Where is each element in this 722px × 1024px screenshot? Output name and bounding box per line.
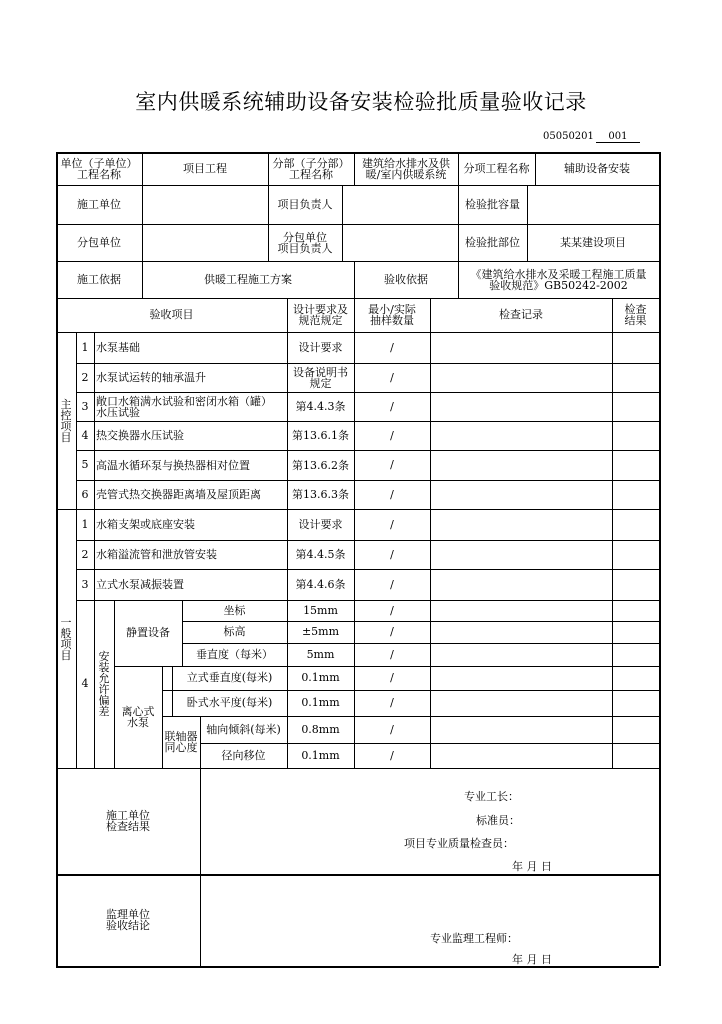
grid-vline [612,298,613,768]
coupling-concentricity-label: 联轴器 同心度 [164,730,198,754]
unit-name-value: 项目工程 [183,161,227,175]
col-record-header: 检查记录 [499,308,543,321]
main-item-requirement: 设备说明书 规定 [293,365,348,390]
standard-officer-label: 标准员： [476,814,520,827]
general-item-requirement: 第4.4.6条 [295,577,346,591]
grid-hline [56,966,659,968]
col-item-header: 验收项目 [149,308,194,321]
subitem-name-label: 分项工程名称 [463,161,530,175]
deviation-item-requirement: ±5mm [301,625,340,638]
supervision-engineer-label: 专业监理工程师： [430,932,518,945]
main-item-requirement: 第4.4.3条 [295,400,346,413]
deviation-item-sample: / [390,647,394,661]
supervision-date: 年 月 日 [512,953,552,966]
contractor-value [142,185,268,224]
construction-basis-value: 供暖工程施工方案 [204,272,292,286]
contractor-label: 施工单位 [77,197,121,211]
deviation-item-requirement: 5mm [306,647,335,661]
main-item-no: 1 [81,340,89,354]
deviation-item-name: 垂直度（每米） [196,647,273,661]
deviation-item-sample: / [390,748,394,762]
general-item-no: 3 [81,577,89,591]
division-name-value: 建筑给水排水及供 暖/室内供暖系统 [362,156,450,181]
general-item-name: 水箱溢流管和泄放管安装 [96,547,217,561]
main-item-name: 水泵基础 [96,341,140,354]
general-item-no: 2 [81,547,89,561]
code-prefix: 05050201 [543,131,594,142]
grid-vline [659,152,661,966]
general-item-sample: / [390,517,394,531]
deviation-item-name: 立式垂直度(每米) [186,671,273,684]
batch-capacity-value [527,185,659,224]
main-item-sample: / [390,370,394,384]
main-item-name: 热交换器水压试验 [96,429,184,442]
foreman-label: 专业工长： [464,790,519,803]
main-item-name: 敞口水箱满水试验和密闭水箱（罐） 水压试验 [96,394,272,419]
main-item-name: 水泵试运转的轴承温升 [96,371,206,384]
main-item-name: 壳管式热交换器距离墙及屋顶距离 [96,488,261,501]
centrifugal-pump-label: 离心式 水泵 [121,705,155,729]
unit-name-label: 单位（子单位） 工程名称 [60,156,138,181]
document-code [543,131,640,143]
deviation-item-requirement: 15mm [303,603,338,617]
division-name-label: 分部（子分部） 工程名称 [272,156,350,181]
project-manager-label: 项目负责人 [277,197,333,211]
static-equipment-label: 静置设备 [126,626,170,639]
supervision-conclusion-label: 监理单位 验收结论 [106,908,150,932]
quality-inspector-label: 项目专业质量检查员： [404,837,514,850]
deviation-item-name: 卧式水平度(每米) [186,696,273,709]
general-item-requirement: 设计要求 [298,517,343,531]
general-item-name: 立式水泵减振装置 [96,577,184,591]
deviation-item-name: 轴向倾斜(每米) [206,722,281,736]
deviation-item-sample: / [390,722,394,736]
sub-project-manager-label: 分包单位 项目负责人 [277,230,333,255]
batch-location-label: 检验批部位 [465,235,520,249]
main-item-sample: / [390,487,394,501]
batch-capacity-label: 检验批容量 [465,197,520,211]
deviation-item-name: 坐标 [223,603,246,617]
main-item-no: 5 [81,458,89,471]
batch-location-value: 某某建设项目 [560,235,626,249]
general-item-no: 1 [81,517,89,531]
col-design-header: 设计要求及 规范规定 [293,303,348,327]
general-items-label: 一 般 项 目 [60,615,72,662]
deviation-item-sample: / [390,603,394,617]
subcontractor-value [142,224,268,261]
grid-vline [200,768,201,966]
deviation-item-name: 标高 [223,625,246,638]
deviation-item-sample: / [390,696,394,709]
acceptance-basis-value: 《建筑给水排水及采暖工程施工质量 验收规范》GB50242-2002 [470,267,647,292]
main-item-no: 4 [81,428,89,442]
project-manager-value [342,185,458,224]
acceptance-basis-label: 验收依据 [384,272,428,286]
deviation-item-name: 径向移位 [221,748,266,762]
main-item-name: 高温水循环泵与换热器相对位置 [96,458,250,472]
contractor-result-label: 施工单位 检查结果 [106,809,150,833]
contractor-date: 年 月 日 [512,860,552,873]
deviation-item-requirement: 0.8mm [301,722,340,736]
main-item-no: 2 [81,370,89,384]
deviation-item-requirement: 0.1mm [301,748,340,762]
sub-project-manager-value [342,224,458,261]
deviation-item-sample: / [390,671,394,684]
main-item-sample: / [390,428,394,442]
general-item-sample: / [390,547,394,561]
main-item-requirement: 第13.6.3条 [292,488,349,501]
main-item-requirement: 第13.6.2条 [292,458,349,472]
code-suffix: 001 [596,131,640,143]
install-deviation-label: 安 装 允 许 偏 差 [98,650,110,718]
main-item-sample: / [390,458,394,471]
grid-vline [430,298,431,768]
subitem-name-value: 辅助设备安装 [564,161,630,175]
col-sample-header: 最小/实际 抽样数量 [368,303,416,327]
main-item-no: 6 [81,487,89,501]
construction-basis-label: 施工依据 [77,272,121,286]
page-title: 室内供暖系统辅助设备安装检验批质量验收记录 [135,90,587,114]
general-item-sample: / [390,577,394,591]
deviation-item-sample: / [390,625,394,638]
col-result-header: 检查 结果 [624,303,647,327]
main-items-label: 主 控 项 目 [60,397,72,444]
general-item-name: 水箱支架或底座安装 [96,517,195,531]
main-item-requirement: 设计要求 [298,341,343,354]
main-item-sample: / [390,340,394,354]
subcontractor-label: 分包单位 [77,235,121,249]
deviation-item-requirement: 0.1mm [301,696,340,709]
general-item-requirement: 第4.4.5条 [295,547,346,561]
deviation-item-requirement: 0.1mm [301,671,340,684]
main-item-no: 3 [81,399,89,413]
general-item4-no: 4 [81,677,89,690]
main-item-requirement: 第13.6.1条 [292,429,349,442]
main-item-sample: / [390,399,394,413]
